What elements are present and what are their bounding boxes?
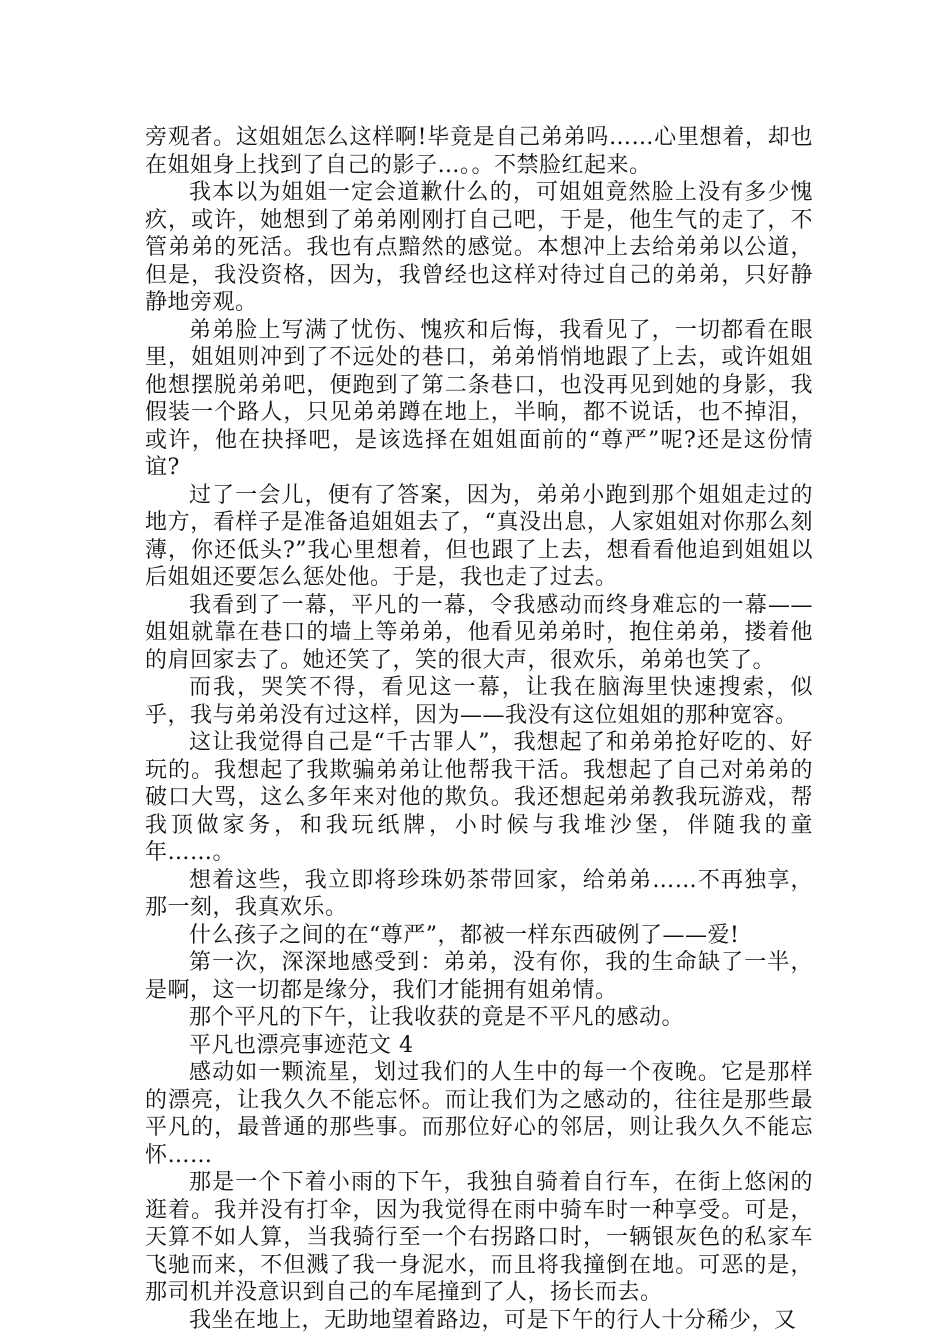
paragraph-14: 我坐在地上，无助地望着路边，可是下午的行人十分稀少，又 (189, 1307, 797, 1333)
document-body (145, 124, 813, 1334)
paragraph-4: 过了一会儿，便有了答案，因为，弟弟小跑到那个姐姐走过的地方，看样子是准备追姐姐去了，“真没出息，人家姐姐对你那么刻薄，你还低头?”我心里想着，但也跟了上去，想看看他追到姐姐以后姐姐还要怎么惩处他。于是，我也走了过去。 (145, 482, 813, 590)
paragraph-10: 第一次，深深地感受到：弟弟，没有你，我的生命缺了一半，是啊，这一切都是缘分，我们才能拥有姐弟情。 (145, 950, 813, 1003)
paragraph-12: 感动如一颗流星，划过我们的人生中的每一个夜晚。它是那样的漂亮，让我久久不能忘怀。而让我们为之感动的，往往是那些最平凡的，最普通的那些事。而那位好心的邻居，则让我久久不能忘怀…… (145, 1060, 813, 1168)
paragraph-2: 我本以为姐姐一定会道歉什么的，可姐姐竟然脸上没有多少愧疚，或许，她想到了弟弟刚刚打自己吧，于是，他生气的走了，不管弟弟的死活。我也有点黯然的感觉。本想冲上去给弟弟以公道，但是，我没资格，因为，我曾经也这样对待过自己的弟弟，只好静静地旁观。 (145, 180, 813, 315)
paragraph-1: 旁观者。这姐姐怎么这样啊!毕竟是自己弟弟吗……心里想着，却也在姐姐身上找到了自己的影子…。。不禁脸红起来。 (145, 125, 813, 178)
paragraph-3: 弟弟脸上写满了忧伤、愧疚和后悔，我看见了，一切都看在眼里，姐姐则冲到了不远处的巷口，弟弟悄悄地跟了上去，或许姐姐他想摆脱弟弟吧，便跑到了第二条巷口，也没再见到她的身影，我假装一个路人，只见弟弟蹲在地上，半晌，都不说话，也不掉泪，或许，他在抉择吧，是该选择在姐姐面前的“尊严”呢?还是这份情谊? (145, 317, 813, 480)
paragraph-13: 那是一个下着小雨的下午，我独自骑着自行车，在街上悠闲的逛着。我并没有打伞，因为我觉得在雨中骑车时一种享受。可是，天算不如人算，当我骑行至一个右拐路口时，一辆银灰色的私家车飞驰而来，不但溅了我一身泥水，而且将我撞倒在地。可恶的是，那司机并没意识到自己的车尾撞到了人，扬长而去。 (145, 1170, 813, 1305)
paragraph-5: 我看到了一幕，平凡的一幕，令我感动而终身难忘的一幕——姐姐就靠在巷口的墙上等弟弟，他看见弟弟时，抱住弟弟，搂着他的肩回家去了。她还笑了，笑的很大声，很欢乐，弟弟也笑了。 (145, 592, 813, 673)
paragraph-11: 那个平凡的下午，让我收获的竟是不平凡的感动。 (189, 1005, 685, 1030)
paragraph-6: 而我，哭笑不得，看见这一幕，让我在脑海里快速搜索，似乎，我与弟弟没有过这样，因为——我没有这位姐姐的那种宽容。 (145, 675, 813, 728)
section-heading: 平凡也漂亮事迹范文 4 (189, 1032, 414, 1058)
paragraph-9: 什么孩子之间的在“尊严”，都被一样东西破例了——爱! (189, 922, 740, 948)
paragraph-8: 想着这些，我立即将珍珠奶茶带回家，给弟弟……不再独享，那一刻，我真欢乐。 (145, 867, 813, 920)
paragraph-7: 这让我觉得自己是“千古罪人”，我想起了和弟弟抢好吃的、好玩的。我想起了我欺骗弟弟让他帮我干活。我想起了自己对弟弟的破口大骂，这么多年来对他的欺负。我还想起弟弟教我玩游戏，帮我顶做家务，和我玩纸牌，小时候与我堆沙堡，伴随我的童年……。 (145, 730, 813, 865)
